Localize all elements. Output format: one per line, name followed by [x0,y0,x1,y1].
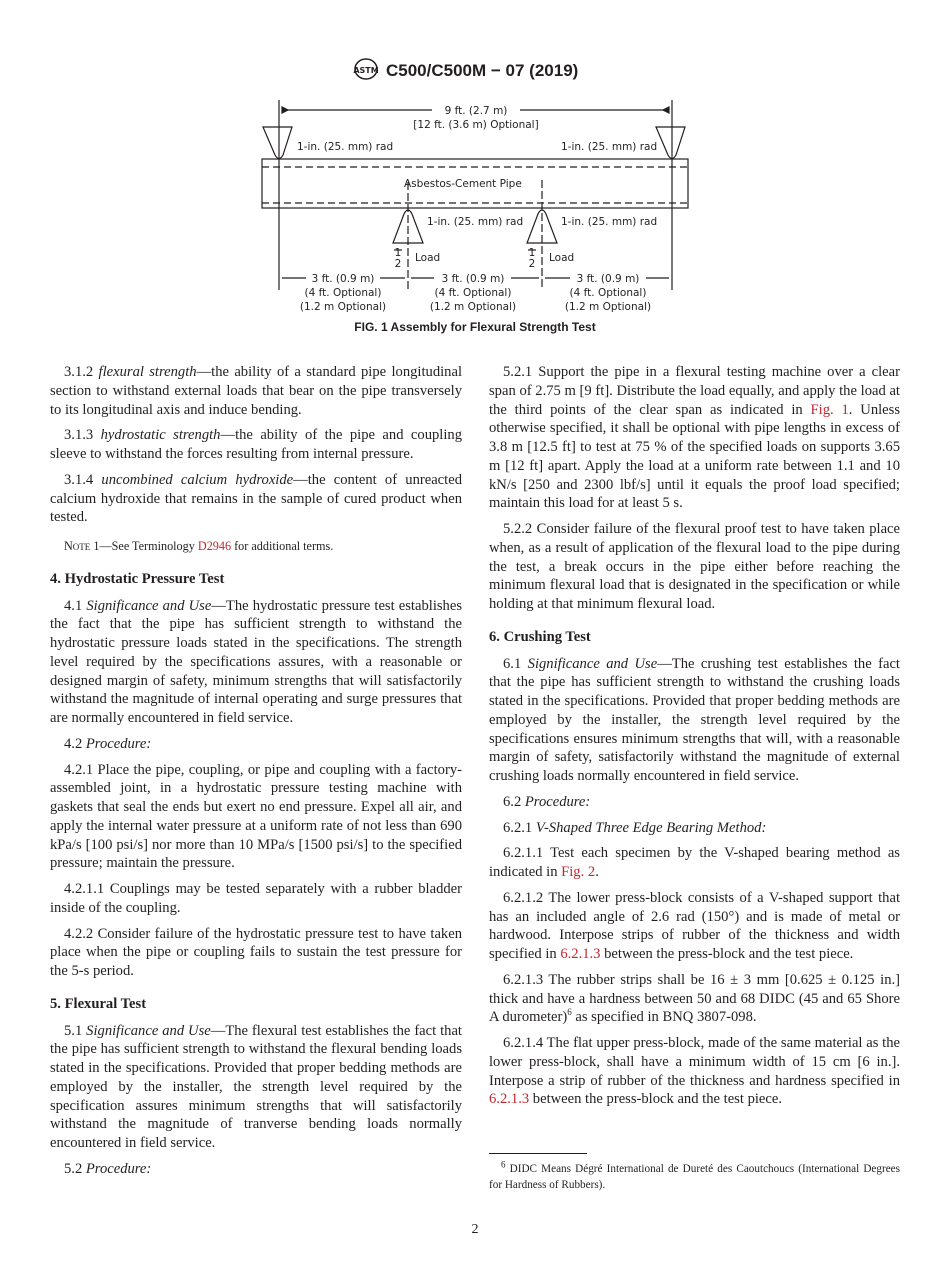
half-numerator: 1 [528,247,536,259]
section-heading [50,995,462,1014]
term-italic: hydrostatic strength [100,427,221,444]
text-run: —the ability of a standard pipe longitudinal section to withstand external loads that bear on the pipe transversely to its longitudinal axis and induce bending. [50,364,462,418]
text-run: 5.2.1 Support the pipe in a flexural testing machine over a clear span of 2.75 m [9 ft]. Distribute the load equally, and apply the load at the third points of the clear span as indicated in [489,364,900,418]
paragraph [489,655,900,786]
note-label: Note [64,539,91,553]
text-run: 5.2 [64,1160,86,1177]
span-dimension-optional: [12 ft. (3.6 m) Optional] [413,119,539,131]
text-run: between the press-block and the test piece. [529,1091,783,1108]
text-run: 5.1 [64,1022,87,1039]
paragraph [50,426,462,464]
footnote [489,1161,900,1193]
span-optional-m: (1.2 m Optional) [429,301,517,313]
astm-logo-icon [353,59,378,79]
paragraph [489,793,900,812]
paragraph [489,844,900,882]
cross-reference-link[interactable]: 6.2.1.3 [489,1091,530,1108]
footnote-divider [489,1153,587,1154]
text-run: 6.2.1 [503,819,536,836]
text-run: . Unless otherwise specified, it shall be optional with pipe lengths in excess of 3.8 m [12.5 ft] to test at 75 % of the specified loads on supports 3.65 m [12 ft] apart. Apply the load at a uniform rate between 1.1 and 10 kN/s [250 and 2300 lbf/s] until it equals the proof load specified; maintain this load for at least 5 s. [489,401,901,512]
section-heading [50,570,462,589]
span-label: 3 ft. (0.9 m) [576,273,640,285]
footnote-text: DIDC Means Dégré International de Dureté des Caoutchoucs (International Degrees for Hardness of Rubbers). [489,1163,900,1191]
radius-label: 1-in. (25. mm) rad [427,216,524,228]
text-run: 1—See Terminology [90,539,198,553]
paragraph [50,1022,462,1153]
half-denominator: 2 [394,258,402,270]
text-run: —The crushing test establishes the fact that the pipe has sufficient strength to withstand the crushing loads stated in the specifications. Provided that proper bedding methods are employed by the installer, the strength level required by the specifications ensures minimum strengths that will, with a reasonable margin of safety, satisfactorily withstand the magnitude of external crushing loads normally encountered in field service. [489,655,900,784]
text-run: —the ability of the pipe and coupling sleeve to withstand the forces resulting from internal pressure. [50,427,462,462]
text-run: 6.2 [503,793,525,810]
figure-1 [0,0,950,340]
term-italic: Procedure: [85,1160,152,1177]
text-run: 3.1.3 [64,427,101,444]
term-italic: Procedure: [524,793,591,810]
radius-label: 1-in. (25. mm) rad [561,216,658,228]
paragraph [489,971,900,1027]
cross-reference-link[interactable]: Fig. 1 [810,401,849,418]
text-run: —The flexural test establishes the fact that the pipe has sufficient strength to withstand the flexural bending loads stated in the specifications. Provided that proper bedding methods are employed by the installer, the strength level required by the specification assures minimum strengths that will satisfactorily withstand the magnitude of tranverse bending loads normally encountered in field service. [50,1022,462,1151]
paragraph [489,1034,900,1109]
paragraph [489,819,900,838]
cross-reference-link[interactable]: 6.2.1.3 [560,946,601,962]
paragraph [50,471,462,527]
term-italic: flexural strength [98,364,197,380]
paragraph [489,889,900,964]
half-denominator: 2 [528,258,536,270]
left-column [50,363,462,1186]
paragraph [50,761,462,874]
paragraph [50,1160,462,1179]
text-run: 4.2.2 Consider failure of the hydrostatic pressure test to have taken place when the pipe or coupling fails to sustain the test pressure for the 5-s period. [50,925,462,979]
paragraph [50,880,462,918]
text-run: 3.1.2 [64,364,99,380]
text-run: as specified in BNQ 3807-098. [571,1009,757,1026]
paragraph [50,597,462,728]
text-run: 6.1 [503,655,528,672]
text-run: 5. Flexural Test [50,995,147,1012]
span-optional-m: (1.2 m Optional) [564,301,652,313]
term-italic: Significance and Use [527,655,658,672]
section-heading [489,628,900,647]
text-run: 4.2 [64,735,86,752]
text-run: 4.2.1 Place the pipe, coupling, or pipe and coupling with a factory-assembled joint, in a hydrostatic pressure testing machine with gaskets that seal the ends but exert no end pressure. Expel all air, and apply the internal water pressure at a uniform rate of not less than 690 kPa/s [100 psi/s] nor more than 10 MPa/s [1500 psi/s] to the specified pressure; maintain the pressure. [50,761,462,872]
span-optional-ft: (4 ft. Optional) [304,287,382,299]
right-column [489,363,900,1116]
radius-label: 1-in. (25. mm) rad [561,141,658,153]
term-italic: uncombined calcium hydroxide [101,471,294,488]
paragraph [50,735,462,754]
text-run: 6.2.1.4 The flat upper press-block, made of the same material as the lower press-block, shall have a minimum width of 15 cm [6 in.]. Interpose a strip of rubber of the thickness and hardness specified in [489,1035,900,1089]
document-title: C500/C500M − 07 (2019) [386,61,579,80]
text-run: 6.2.1.3 The rubber strips shall be 16 ± 3 mm [0.625 ± 0.125 in.] thick and have a hardness between 50 and 68 DIDC (45 and 65 Shore A durometer) [489,971,900,1026]
span-label: 3 ft. (0.9 m) [441,273,505,285]
paragraph [489,520,900,614]
svg-text:ASTM: ASTM [353,66,379,75]
text-run: between the press-block and the test piece. [600,946,854,962]
paragraph [50,363,462,419]
page-number: 2 [471,1222,479,1237]
text-run: 6.2.1.2 The lower press-block consists of a V-shaped support that has an included angle of 2.6 rad (150°) and is made of metal or hardwood. Interpose strips of rubber of the thickness and width specified in [489,889,900,962]
span-label: 3 ft. (0.9 m) [311,273,375,285]
cross-reference-link[interactable]: D2946 [197,539,232,553]
cross-reference-link[interactable]: Fig. 2 [561,864,596,880]
term-italic: Significance and Use [86,597,212,614]
load-label: Load [549,252,575,264]
paragraph [50,925,462,981]
text-run: 4.2.1.1 Couplings may be tested separately with a rubber bladder inside of the coupling. [50,881,462,916]
text-run: 4.1 [64,597,87,614]
paragraph [489,363,900,513]
half-numerator: 1 [394,247,402,259]
text-run: 5.2.2 Consider failure of the flexural proof test to have taken place when, as a result of application of the flexural load to the pipe during the test, a break occurs in the pipe either before reaching the minimum flexural load that is designated in the specification or while holding at that minimum flexural load. [489,521,900,612]
note [50,537,462,556]
pipe-label: Asbestos-Cement Pipe [404,178,522,190]
text-run: . [595,864,599,880]
text-run: 4. Hydrostatic Pressure Test [50,570,225,587]
span-optional-ft: (4 ft. Optional) [434,287,512,299]
footnote-mark: 6 [501,1159,506,1170]
text-run: 6.2.1.1 Test each specimen by the V-shaped bearing method as indicated in [489,845,900,880]
term-italic: V-Shaped Three Edge Bearing Method: [535,819,767,836]
load-label: Load [415,252,441,264]
footnote-ref: 6 [567,1007,572,1018]
span-optional-m: (1.2 m Optional) [299,301,387,313]
text-run: —the content of unreacted calcium hydroxide that remains in the sample of cured product when tested. [50,471,462,526]
text-run: 3.1.4 [64,471,102,488]
text-run: for additional terms. [231,539,334,553]
term-italic: Significance and Use [86,1022,211,1039]
text-run: —The hydrostatic pressure test establishes the fact that the pipe has sufficient strength to withstand the hydrostatic pressure loads stated in the specifications. The strength level required by the specifications assures, with a reasonable or designed margin of safety, minimum strengths that will satisfactorily withstand the magnitude of internal operating and surge pressures that are normally encountered in field service. [50,597,463,726]
span-dimension: 9 ft. (2.7 m) [444,105,508,117]
span-optional-ft: (4 ft. Optional) [569,287,647,299]
term-italic: Procedure: [85,735,152,752]
figure-caption: FIG. 1 Assembly for Flexural Strength Test [354,320,596,334]
radius-label: 1-in. (25. mm) rad [297,141,394,153]
text-run: 6. Crushing Test [489,628,591,645]
